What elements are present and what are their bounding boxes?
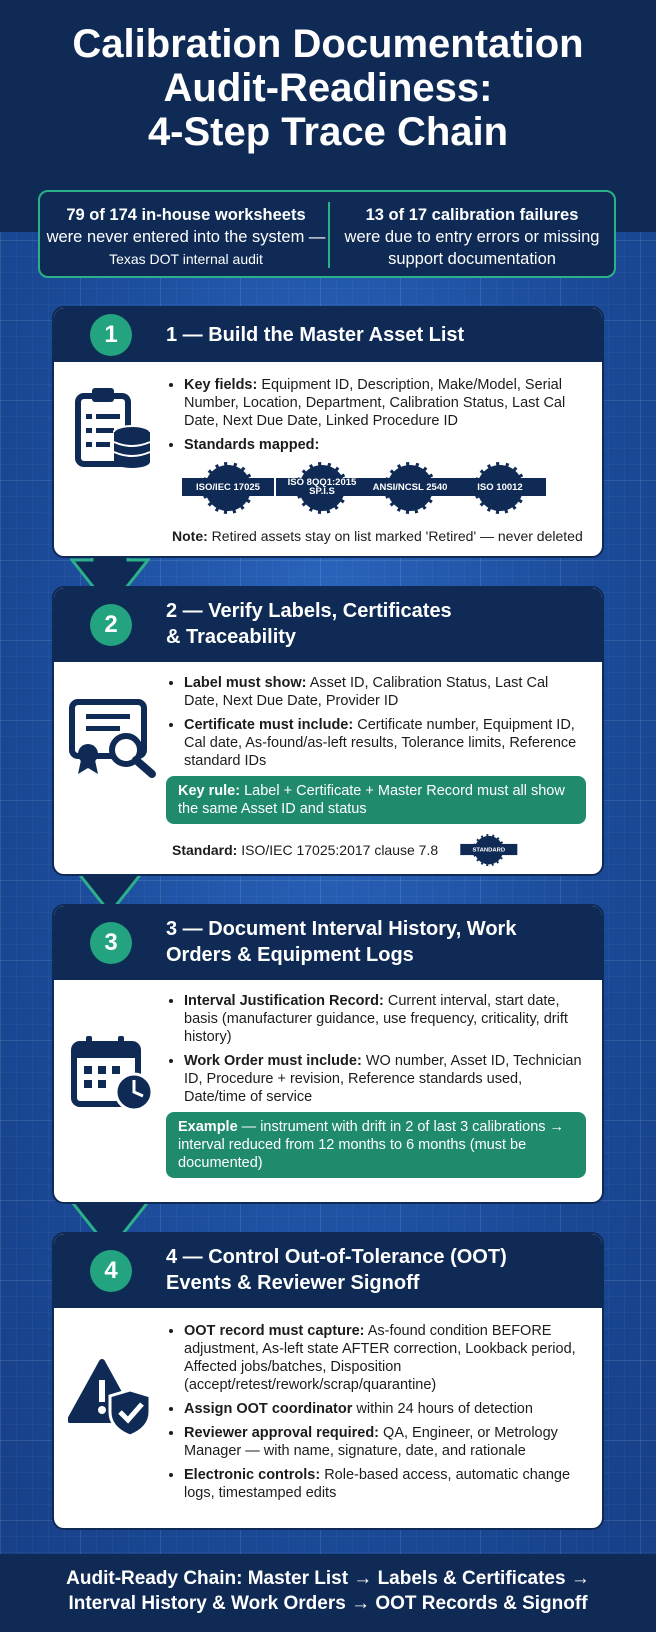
example-label: Example bbox=[178, 1119, 238, 1135]
step-3-badge: 3 bbox=[90, 922, 132, 964]
step-2-card bbox=[52, 586, 604, 876]
list-item bbox=[184, 674, 586, 710]
item-label: Work Order must include: bbox=[184, 1053, 362, 1069]
item-label: OOT record must capture: bbox=[184, 1323, 365, 1339]
seal-label: ISO 8QQ1:2015 SP.I.S bbox=[276, 478, 368, 496]
step-1-body bbox=[166, 376, 586, 460]
standard-text: ISO/IEC 17025:2017 clause 7.8 bbox=[237, 842, 439, 858]
stat-right-text: were due to entry errors or missing support documentation bbox=[344, 228, 600, 268]
note-text: Retired assets stay on list marked 'Retired' — never deleted bbox=[207, 528, 583, 544]
step-3-title-line-2: Orders & Equipment Logs bbox=[166, 944, 414, 966]
item-label: Standards mapped: bbox=[184, 437, 320, 453]
item-label: Key fields: bbox=[184, 377, 258, 393]
seal-iso-9001 bbox=[282, 462, 362, 514]
stat-divider bbox=[328, 202, 330, 268]
step-3-card bbox=[52, 904, 604, 1204]
item-text: Certificate number, Equipment ID, Cal date, As-found/as-left results, Tolerance limits, Reference standard IDs bbox=[184, 717, 577, 769]
step-3-title bbox=[166, 916, 516, 968]
footer-banner bbox=[0, 1554, 656, 1632]
step-1-list bbox=[166, 376, 586, 454]
step-2-title-line-2: & Traceability bbox=[166, 626, 297, 648]
warning-shield-check-icon bbox=[68, 1358, 158, 1438]
item-text: As-found condition BEFORE adjustment, As-left state AFTER correction, Lookback period, Affected jobs/batches, Disposition (accept/retest/rework/scrap/quarantine) bbox=[184, 1323, 576, 1393]
stat-left-highlight: 79 of 174 in-house worksheets bbox=[66, 206, 306, 224]
seal-label: STANDARD bbox=[460, 844, 517, 855]
item-text: Equipment ID, Description, Make/Model, Serial Number, Location, Department, Calibration Status, Last Cal Date, Next Due Date, Linked Procedure ID bbox=[184, 377, 566, 429]
example-text: — instrument with drift in 2 of last 3 calibrations → interval reduced from 12 months to 6 months (must be documented) bbox=[178, 1119, 565, 1171]
key-rule-label: Key rule: bbox=[178, 783, 241, 799]
item-text: Role-based access, automatic change logs, timestamped edits bbox=[184, 1467, 571, 1501]
seal-iso-10012 bbox=[460, 462, 540, 514]
list-item bbox=[184, 1400, 586, 1418]
title-line-3: 4-Step Trace Chain bbox=[147, 110, 509, 154]
list-item bbox=[184, 1052, 586, 1106]
item-text: QA, Engineer, or Metrology Manager — with name, signature, date, and rationale bbox=[184, 1425, 558, 1459]
stat-left-text: were never entered into the system — bbox=[46, 228, 326, 246]
seal-label: ISO 10012 bbox=[454, 478, 546, 496]
standard-label: Standard: bbox=[172, 842, 238, 858]
item-text: within 24 hours of detection bbox=[352, 1401, 533, 1417]
seal-ansi-ncsl bbox=[370, 462, 450, 514]
list-item bbox=[184, 1322, 586, 1394]
seal-standard bbox=[464, 834, 506, 854]
key-rule-box bbox=[166, 776, 586, 824]
step-1-badge: 1 bbox=[90, 314, 132, 356]
item-text: Current interval, start date, basis (manufacturer guidance, use frequency, criticality, drift history) bbox=[184, 993, 568, 1045]
seal-label: ISO/IEC 17025 bbox=[182, 478, 274, 496]
key-rule-text: Label + Certificate + Master Record must all show the same Asset ID and status bbox=[178, 783, 565, 817]
example-box bbox=[166, 1112, 586, 1178]
step-4-body bbox=[166, 1322, 586, 1508]
stat-left-source: Texas DOT internal audit bbox=[109, 251, 263, 267]
step-2-list bbox=[166, 674, 586, 770]
item-label: Assign OOT coordinator bbox=[184, 1401, 353, 1417]
item-text: Asset ID, Calibration Status, Last Cal Date, Next Due Date, Provider ID bbox=[184, 675, 549, 709]
step-3-body bbox=[166, 992, 586, 1178]
list-item bbox=[184, 436, 586, 454]
item-label: Label must show: bbox=[184, 675, 307, 691]
list-item bbox=[184, 992, 586, 1046]
seal-iso-17025 bbox=[188, 462, 268, 514]
clipboard-database-icon bbox=[72, 386, 152, 476]
item-text: WO number, Asset ID, Technician ID, Procedure + revision, Reference standards used, Date/time of service bbox=[184, 1053, 582, 1105]
step-4-title-line-1: 4 — Control Out-of-Tolerance (OOT) bbox=[166, 1246, 507, 1268]
list-item bbox=[184, 376, 586, 430]
stat-right-highlight: 13 of 17 calibration failures bbox=[365, 206, 579, 224]
step-1-card bbox=[52, 306, 604, 558]
list-item bbox=[184, 1466, 586, 1502]
step-2-badge: 2 bbox=[90, 604, 132, 646]
step-4-list bbox=[166, 1322, 586, 1502]
step-4-card bbox=[52, 1232, 604, 1530]
title-line-2: Audit-Readiness: bbox=[163, 66, 493, 110]
certificate-magnifier-icon bbox=[68, 698, 158, 778]
item-label: Interval Justification Record: bbox=[184, 993, 384, 1009]
step-3-title-line-1: 3 — Document Interval History, Work bbox=[166, 918, 517, 940]
step-1-note bbox=[172, 528, 583, 544]
step-1-title: 1 — Build the Master Asset List bbox=[166, 324, 465, 346]
seal-label: ANSI/NCSL 2540 bbox=[364, 478, 456, 496]
stats-box bbox=[38, 190, 616, 278]
step-2-title-line-1: 2 — Verify Labels, Certificates bbox=[166, 600, 452, 622]
step-2-title bbox=[166, 598, 452, 650]
step-2-standard bbox=[172, 842, 438, 858]
step-4-badge: 4 bbox=[90, 1250, 132, 1292]
item-label: Reviewer approval required: bbox=[184, 1425, 380, 1441]
page-title bbox=[0, 22, 656, 154]
footer-line-2: Interval History & Work Orders → OOT Records & Signoff bbox=[68, 1593, 588, 1614]
item-label: Certificate must include: bbox=[184, 717, 354, 733]
step-2-body bbox=[166, 674, 586, 824]
step-3-list bbox=[166, 992, 586, 1106]
list-item bbox=[184, 1424, 586, 1460]
note-label: Note: bbox=[172, 528, 208, 544]
step-4-title-line-2: Events & Reviewer Signoff bbox=[166, 1272, 420, 1294]
stat-right bbox=[332, 204, 612, 270]
title-line-1: Calibration Documentation bbox=[72, 22, 584, 66]
calendar-clock-icon bbox=[70, 1034, 160, 1114]
item-label: Electronic controls: bbox=[184, 1467, 321, 1483]
step-4-title bbox=[166, 1244, 507, 1296]
footer-line-1: Audit-Ready Chain: Master List → Labels & Certificates → bbox=[66, 1568, 590, 1589]
list-item bbox=[184, 716, 586, 770]
stat-left bbox=[46, 204, 326, 270]
